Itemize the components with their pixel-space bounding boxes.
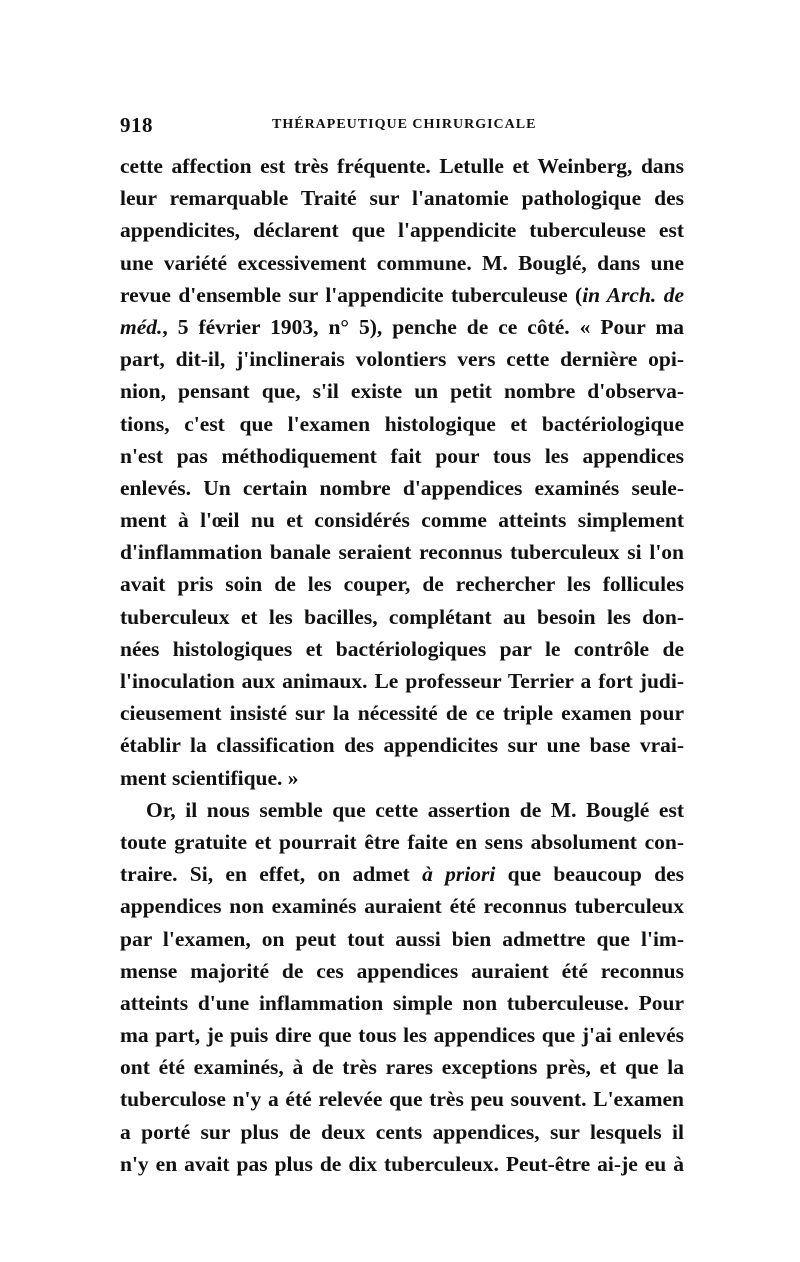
text-line: mense majorité de ces appendices auraient été reconnus: [120, 958, 684, 983]
body-text: [120, 150, 684, 1180]
text-line: part, dit-il, j'inclinerais volontiers vers cette dernière opi-: [120, 347, 684, 372]
text-line: toute gratuite et pourrait être faite en sens absolument con-: [120, 829, 684, 854]
text-line: établir la classification des appendicites sur une base vrai-: [120, 733, 684, 758]
text-line: n'y en avait pas plus de dix tuberculeux. Peut-être ai-je eu à: [120, 1151, 684, 1176]
text-line: nées histologiques et bactériologiques par le contrôle de: [120, 636, 684, 661]
text-line: cieusement insisté sur la nécessité de ce triple examen pour: [120, 701, 684, 726]
text-line: leur remarquable Traité sur l'anatomie pathologique des: [120, 186, 684, 211]
text-line: revue d'ensemble sur l'appendicite tuberculeuse (in Arch. de: [120, 282, 684, 307]
paragraph-start-line: Or, il nous semble que cette assertion de M. Bouglé est: [146, 797, 684, 822]
text-line: tions, c'est que l'examen histologique et bactériologique: [120, 411, 684, 436]
text-line: nion, pensant que, s'il existe un petit nombre d'observa-: [120, 379, 684, 404]
text-line: ment à l'œil nu et considérés comme atteints simplement: [120, 508, 684, 533]
text-line: d'inflammation banale seraient reconnus tuberculeux si l'on: [120, 540, 684, 565]
citation-italic: in Arch. de: [582, 282, 684, 307]
text-line: l'inoculation aux animaux. Le professeur Terrier a fort judi-: [120, 669, 684, 693]
page-header: [120, 113, 684, 143]
latin-phrase-italic: à priori: [422, 862, 496, 887]
text-line: cette affection est très fréquente. Letulle et Weinberg, dans: [120, 154, 684, 178]
page-number: 918: [120, 113, 153, 137]
text-line: par l'examen, on peut tout aussi bien admettre que l'im-: [120, 926, 684, 951]
text-line: traire. Si, en effet, on admet à priori que beaucoup des: [120, 862, 684, 887]
text-line: n'est pas méthodiquement fait pour tous les appendices: [120, 443, 684, 468]
running-title: THÉRAPEUTIQUE CHIRURGICALE: [272, 117, 537, 132]
text-line: appendicites, déclarent que l'appendicite tuberculeuse est: [120, 218, 684, 243]
text-line: ment scientifique. »: [120, 765, 299, 790]
text-line: une variété excessivement commune. M. Bouglé, dans une: [120, 250, 684, 275]
text-line: tuberculeux et les bacilles, complétant au besoin les don-: [120, 604, 684, 629]
text-line: tuberculose n'y a été relevée que très peu souvent. L'examen: [120, 1087, 684, 1112]
text-line: appendices non examinés auraient été reconnus tuberculeux: [120, 894, 684, 919]
text-line: atteints d'une inflammation simple non tuberculeuse. Pour: [120, 990, 684, 1015]
text-line: avait pris soin de les couper, de rechercher les follicules: [120, 572, 684, 597]
text-line: ont été examinés, à de très rares exceptions près, et que la: [120, 1055, 684, 1080]
text-line: ma part, je puis dire que tous les appendices que j'ai enlevés: [120, 1023, 684, 1048]
text-line: a porté sur plus de deux cents appendices, sur lesquels il: [120, 1119, 684, 1144]
text-line: enlevés. Un certain nombre d'appendices examinés seule-: [120, 475, 684, 500]
citation-italic: méd.: [120, 314, 163, 339]
text-line: méd., 5 février 1903, n° 5), penche de ce côté. « Pour ma: [120, 314, 684, 339]
